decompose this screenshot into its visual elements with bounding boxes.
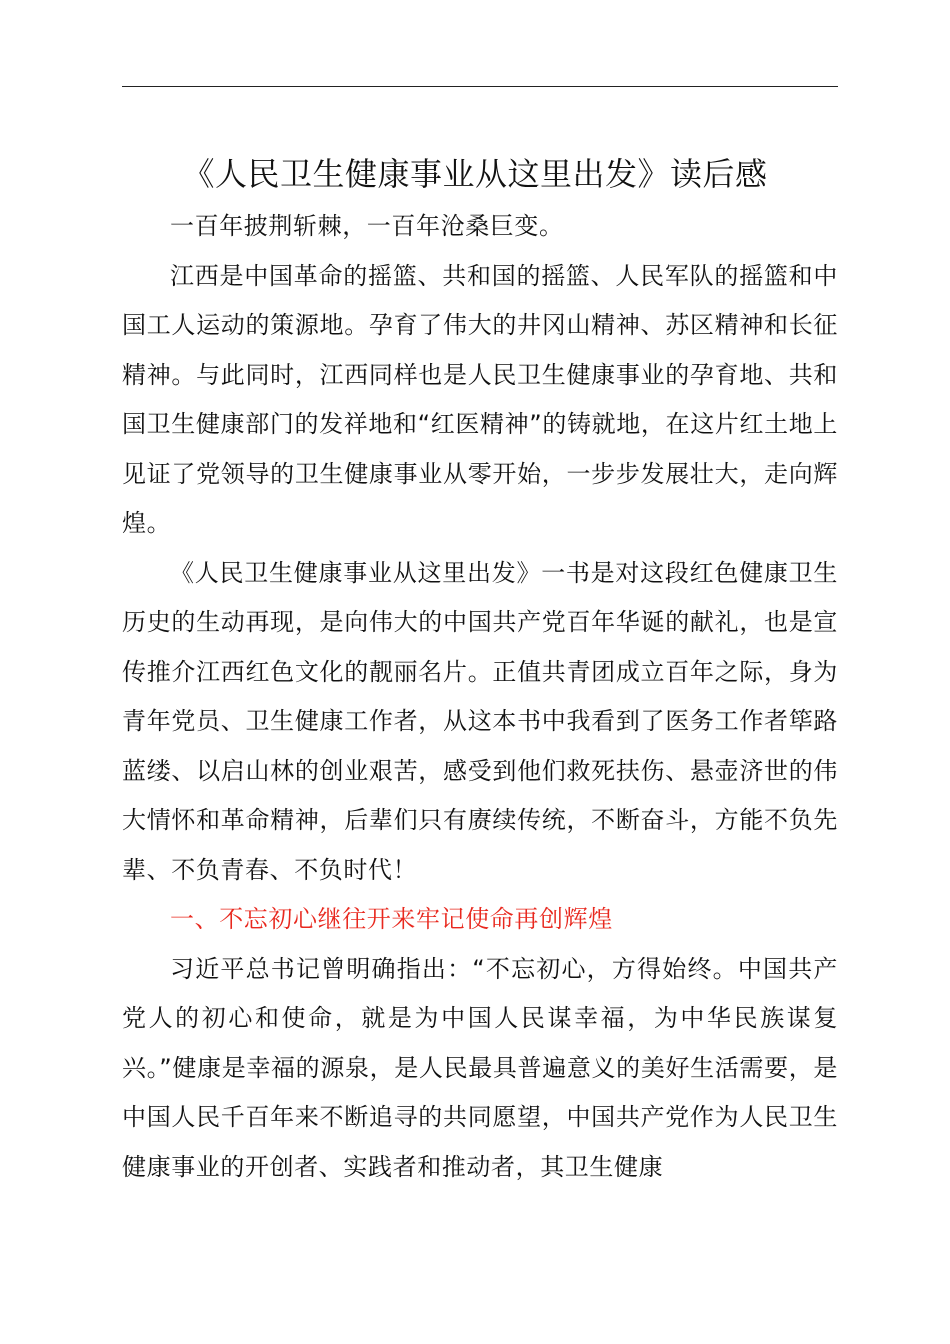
paragraph-opening: 一百年披荆斩棘，一百年沧桑巨变。 xyxy=(170,212,564,240)
header-rule xyxy=(122,86,838,87)
paragraph-section-one: 习近平总书记曾明确指出：“不忘初心，方得始终。中国共产党人的初心和使命，就是为中国人民谋幸福，为中华民族谋复兴。”健康是幸福的源泉，是人民最具普遍意义的美好生活需要，是中国人民千百年来不断追寻的共同愿望，中国共产党作为人民卫生健康事业的开创者、实践者和推动者，其卫生健康 xyxy=(122,954,838,1181)
paragraph-book: 《人民卫生健康事业从这里出发》一书是对这段红色健康卫生历史的生动再现，是向伟大的中国共产党百年华诞的献礼，也是宣传推介江西红色文化的靓丽名片。正值共青团成立百年之际，身为青年党员、卫生健康工作者，从这本书中我看到了医务工作者筚路蓝缕、以启山林的创业艰苦，感受到他们救死扶伤、悬壶济世的伟大情怀和革命精神，后辈们只有赓续传统，不断奋斗，方能不负先辈、不负青春、不负时代！ xyxy=(122,558,838,884)
section-heading: 一、不忘初心继往开来牢记使命再创辉煌 xyxy=(170,905,613,933)
paragraph-jiangxi: 江西是中国革命的摇篮、共和国的摇篮、人民军队的摇篮和中国工人运动的策源地。孕育了伟大的井冈山精神、苏区精神和长征精神。与此同时，江西同样也是人民卫生健康事业的孕育地、共和国卫生健康部门的发祥地和“红医精神”的铸就地，在这片红土地上见证了党领导的卫生健康事业从零开始，一步步发展壮大，走向辉煌。 xyxy=(122,261,838,537)
document-title: 《人民卫生健康事业从这里出发》读后感 xyxy=(182,155,768,193)
document-body xyxy=(122,202,838,1192)
